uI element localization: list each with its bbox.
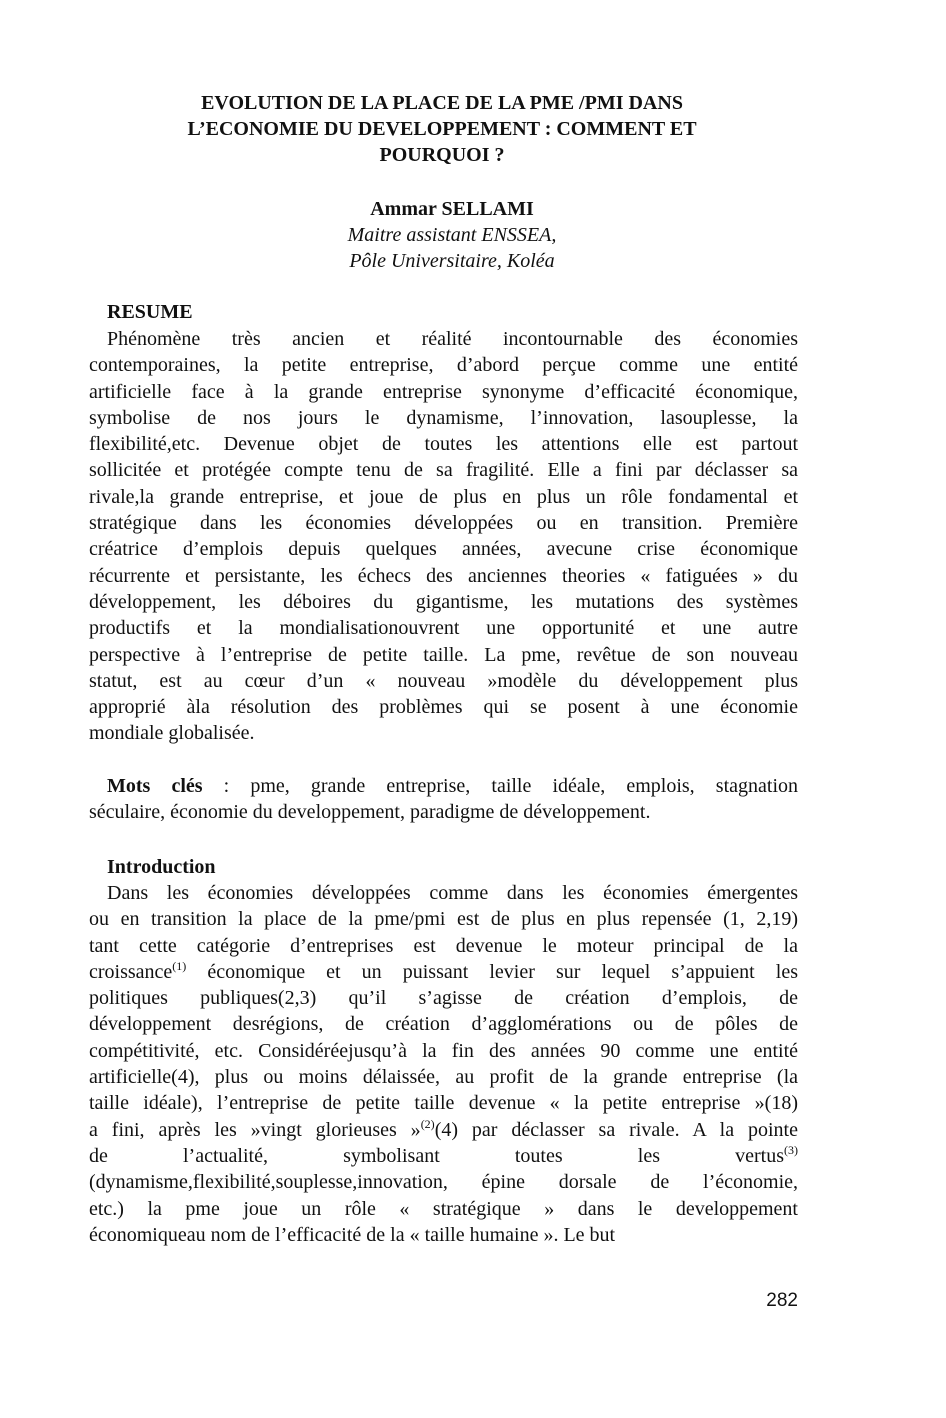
resume-line: artificielle face à la grande entreprise synonyme d’efficacité économique, (89, 380, 798, 403)
footnote-ref-3: (3) (784, 1142, 798, 1157)
resume-paragraph (89, 326, 798, 747)
resume-line: statut, est au cœur d’un « nouveau »modèle du développement plus (89, 669, 798, 692)
author-name: Ammar SELLAMI (370, 198, 534, 220)
intro-line (89, 1143, 798, 1169)
intro-line: développement desrégions, de création d’agglomérations ou de pôles de (89, 1013, 798, 1036)
resume-line: flexibilité,etc. Devenue objet de toutes les attentions elle est partout (89, 433, 798, 456)
author-affiliation-1: Maitre assistant ENSSEA, (347, 224, 557, 246)
resume-line: approprié àla résolution des problèmes qui se posent à une économie (89, 696, 798, 719)
keywords-line-1 (89, 773, 798, 799)
intro-text: (4) par déclasser sa rivale. A la pointe (434, 1118, 798, 1141)
footnote-ref-1: (1) (172, 958, 187, 973)
intro-line: tant cette catégorie d’entreprises est devenue le moteur principal de la (89, 934, 798, 957)
keywords-label: Mots clés (107, 775, 203, 797)
resume-line: contemporaines, la petite entreprise, d’abord perçue comme une entité (89, 354, 798, 377)
intro-text: croissance (89, 960, 173, 983)
intro-line: politiques publiques(2,3) qu’il s’agisse de création d’emplois, de (89, 987, 798, 1010)
keywords-line-2: séculaire, économie du developpement, paradigme de développement. (89, 801, 651, 824)
introduction-heading: Introduction (107, 856, 216, 878)
paper-title (140, 90, 744, 168)
intro-line: compétitivité, etc. Considéréejusqu’à la fin des années 90 comme une entité (89, 1039, 798, 1062)
intro-line (89, 959, 798, 985)
resume-line: stratégique dans les économies développées ou en transition. Première (89, 512, 798, 535)
intro-line: économiqueau nom de l’efficacité de la « taille humaine ». Le but (89, 1223, 616, 1246)
title-line-1: EVOLUTION DE LA PLACE DE LA PME /PMI DANS (201, 92, 683, 114)
intro-text: a fini, après les »vingt glorieuses » (89, 1118, 421, 1141)
page-number: 282 (766, 1290, 798, 1311)
intro-line: artificielle(4), plus ou moins délaissée, au profit de la grande entreprise (la (89, 1066, 798, 1089)
intro-line: taille idéale), l’entreprise de petite taille devenue « la petite entreprise »(18) (89, 1092, 798, 1115)
author-affiliation-2: Pôle Universitaire, Koléa (349, 250, 555, 272)
intro-line: (dynamisme,flexibilité,souplesse,innovation, épine dorsale de l’économie, (89, 1171, 798, 1194)
resume-line: productifs et la mondialisationouvrent une opportunité et une autre (89, 617, 798, 640)
intro-line (89, 1117, 798, 1143)
intro-text: de l’actualité, symbolisant toutes les vertus (89, 1144, 784, 1167)
footnote-ref-2: (2) (420, 1116, 435, 1131)
keywords-paragraph (89, 773, 798, 826)
keywords-list-start: : pme, grande entreprise, taille idéale, emplois, stagnation (202, 775, 799, 797)
resume-line: perspective à l’entreprise de petite taille. La pme, revêtue de son nouveau (89, 643, 798, 666)
resume-heading: RESUME (107, 301, 193, 323)
intro-text: économique et un puissant levier sur lequel s’appuient les (186, 960, 798, 983)
title-line-2: L’ECONOMIE DU DEVELOPPEMENT : COMMENT ET (187, 118, 697, 140)
resume-line: créatrice d’emplois depuis quelques années, avecune crise économique (89, 538, 798, 561)
resume-line: développement, les déboires du gigantisme, les mutations des systèmes (89, 590, 798, 613)
resume-line: rivale,la grande entreprise, et joue de plus en plus un rôle fondamental et (89, 485, 798, 508)
intro-line: etc.) la pme joue un rôle « stratégique » dans le developpement (89, 1197, 798, 1220)
intro-line: Dans les économies développées comme dans les économies émergentes (107, 882, 798, 904)
resume-line: mondiale globalisée. (89, 722, 255, 745)
author-block (252, 196, 652, 274)
resume-line: Phénomène très ancien et réalité incontournable des économies (107, 328, 798, 350)
title-line-3: POURQUOI ? (379, 144, 505, 166)
introduction-paragraph (89, 880, 798, 1248)
intro-line: ou en transition la place de la pme/pmi est de plus en plus repensée (1, 2,19) (89, 908, 798, 931)
resume-line: récurrente et persistante, les échecs des anciennes theories « fatiguées » du (89, 564, 798, 587)
resume-line: symbolise de nos jours le dynamisme, l’innovation, lasouplesse, la (89, 406, 798, 429)
resume-line: sollicitée et protégée compte tenu de sa fragilité. Elle a fini par déclasser sa (89, 459, 798, 482)
